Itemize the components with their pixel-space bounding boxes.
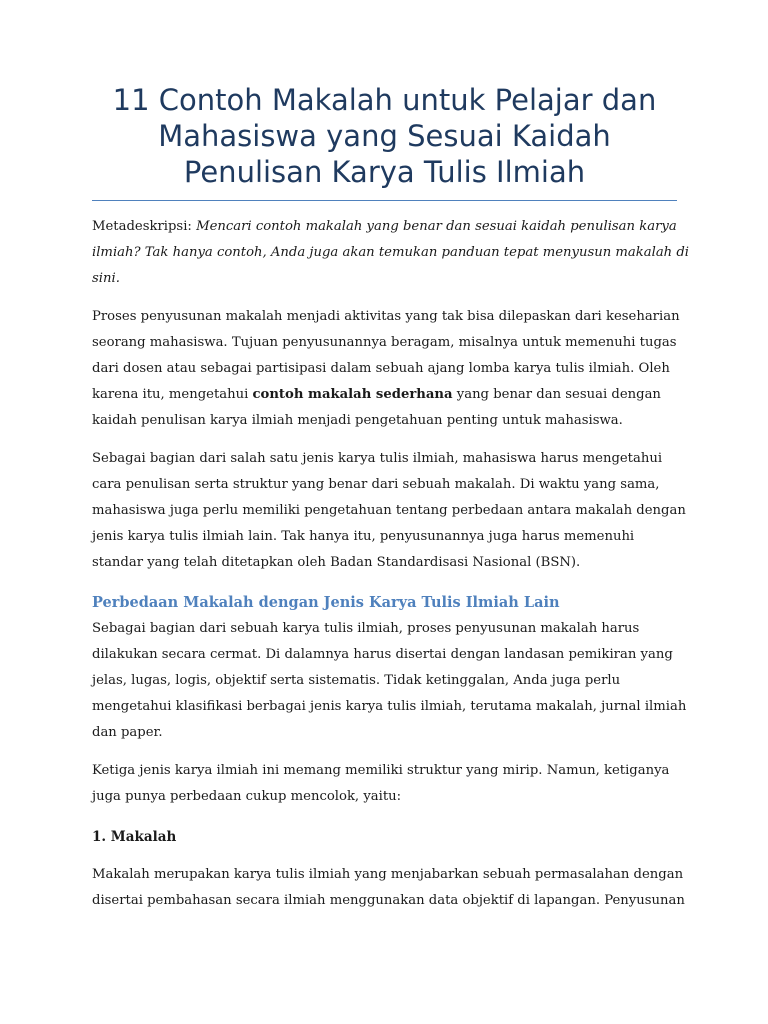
text-run: karena itu, mengetahui <box>92 387 253 402</box>
text-line: dari dosen atau sebagai partisipasi dalam sebuah ajang lomba karya tulis ilmiah. Oleh <box>92 361 670 376</box>
text-line: mahasiswa juga perlu memiliki pengetahuan tentang perbedaan antara makalah dengan <box>92 503 686 518</box>
document-page <box>92 82 690 914</box>
title-line: Penulisan Karya Tulis Ilmiah <box>183 155 586 189</box>
text-line: jelas, lugas, logis, objektif serta sistematis. Tidak ketinggalan, Anda juga perlu <box>92 673 621 688</box>
document-title <box>92 82 677 201</box>
title-line: Mahasiswa yang Sesuai Kaidah <box>158 119 611 153</box>
text-line: dan paper. <box>92 725 163 740</box>
text-line: sini. <box>92 271 120 286</box>
paragraph-intro <box>92 304 680 434</box>
text-line: jenis karya tulis ilmiah lain. Tak hanya itu, penyusunannya juga harus memenuhi <box>92 529 635 544</box>
text-line: standar yang telah ditetapkan oleh Badan Standardisasi Nasional (BSN). <box>92 555 581 570</box>
meta-description <box>92 214 690 292</box>
text-line: Makalah merupakan karya tulis ilmiah yang menjabarkan sebuah permasalahan dengan <box>92 867 684 882</box>
text-line: mengetahui klasifikasi berbagai jenis karya tulis ilmiah, terutama makalah, jurnal ilmiah <box>92 699 687 714</box>
text-line: Ketiga jenis karya ilmiah ini memang memiliki struktur yang mirip. Namun, ketiganya <box>92 763 670 778</box>
meta-label: Metadeskripsi: <box>92 219 197 234</box>
text-line: disertai pembahasan secara ilmiah menggunakan data objektif di lapangan. Penyusunan <box>92 893 685 908</box>
text-line: ilmiah? Tak hanya contoh, Anda juga akan temukan panduan tepat menyusun makalah di <box>92 245 690 260</box>
text-line: cara penulisan serta struktur yang benar dari sebuah makalah. Di waktu yang sama, <box>92 477 660 492</box>
paragraph-section <box>92 616 687 746</box>
text-line <box>92 214 677 240</box>
text-line: juga punya perbedaan cukup mencolok, yaitu: <box>92 789 402 804</box>
bold-keyword: contoh makalah sederhana <box>252 387 453 402</box>
text-line: Proses penyusunan makalah menjadi aktivitas yang tak bisa dilepaskan dari keseharian <box>92 309 680 324</box>
text-line <box>92 382 677 408</box>
text-line: seorang mahasiswa. Tujuan penyusunannya beragam, misalnya untuk memenuhi tugas <box>92 335 677 350</box>
paragraph-comparison <box>92 758 677 810</box>
meta-text: Mencari contoh makalah yang benar dan sesuai kaidah penulisan karya <box>196 219 677 234</box>
title-line: 11 Contoh Makalah untuk Pelajar dan <box>112 83 657 117</box>
subsection-heading: 1. Makalah <box>92 829 177 845</box>
paragraph-makalah <box>92 862 685 914</box>
section-heading: Perbedaan Makalah dengan Jenis Karya Tulis Ilmiah Lain <box>92 594 560 611</box>
text-run: yang benar dan sesuai dengan <box>452 387 661 402</box>
text-line: kaidah penulisan karya ilmiah menjadi pengetahuan penting untuk mahasiswa. <box>92 413 623 428</box>
paragraph-structure <box>92 446 686 576</box>
text-line: Sebagai bagian dari salah satu jenis karya tulis ilmiah, mahasiswa harus mengetahui <box>92 451 663 466</box>
text-line: dilakukan secara cermat. Di dalamnya harus disertai dengan landasan pemikiran yang <box>92 647 673 662</box>
text-line: Sebagai bagian dari sebuah karya tulis ilmiah, proses penyusunan makalah harus <box>92 621 640 636</box>
